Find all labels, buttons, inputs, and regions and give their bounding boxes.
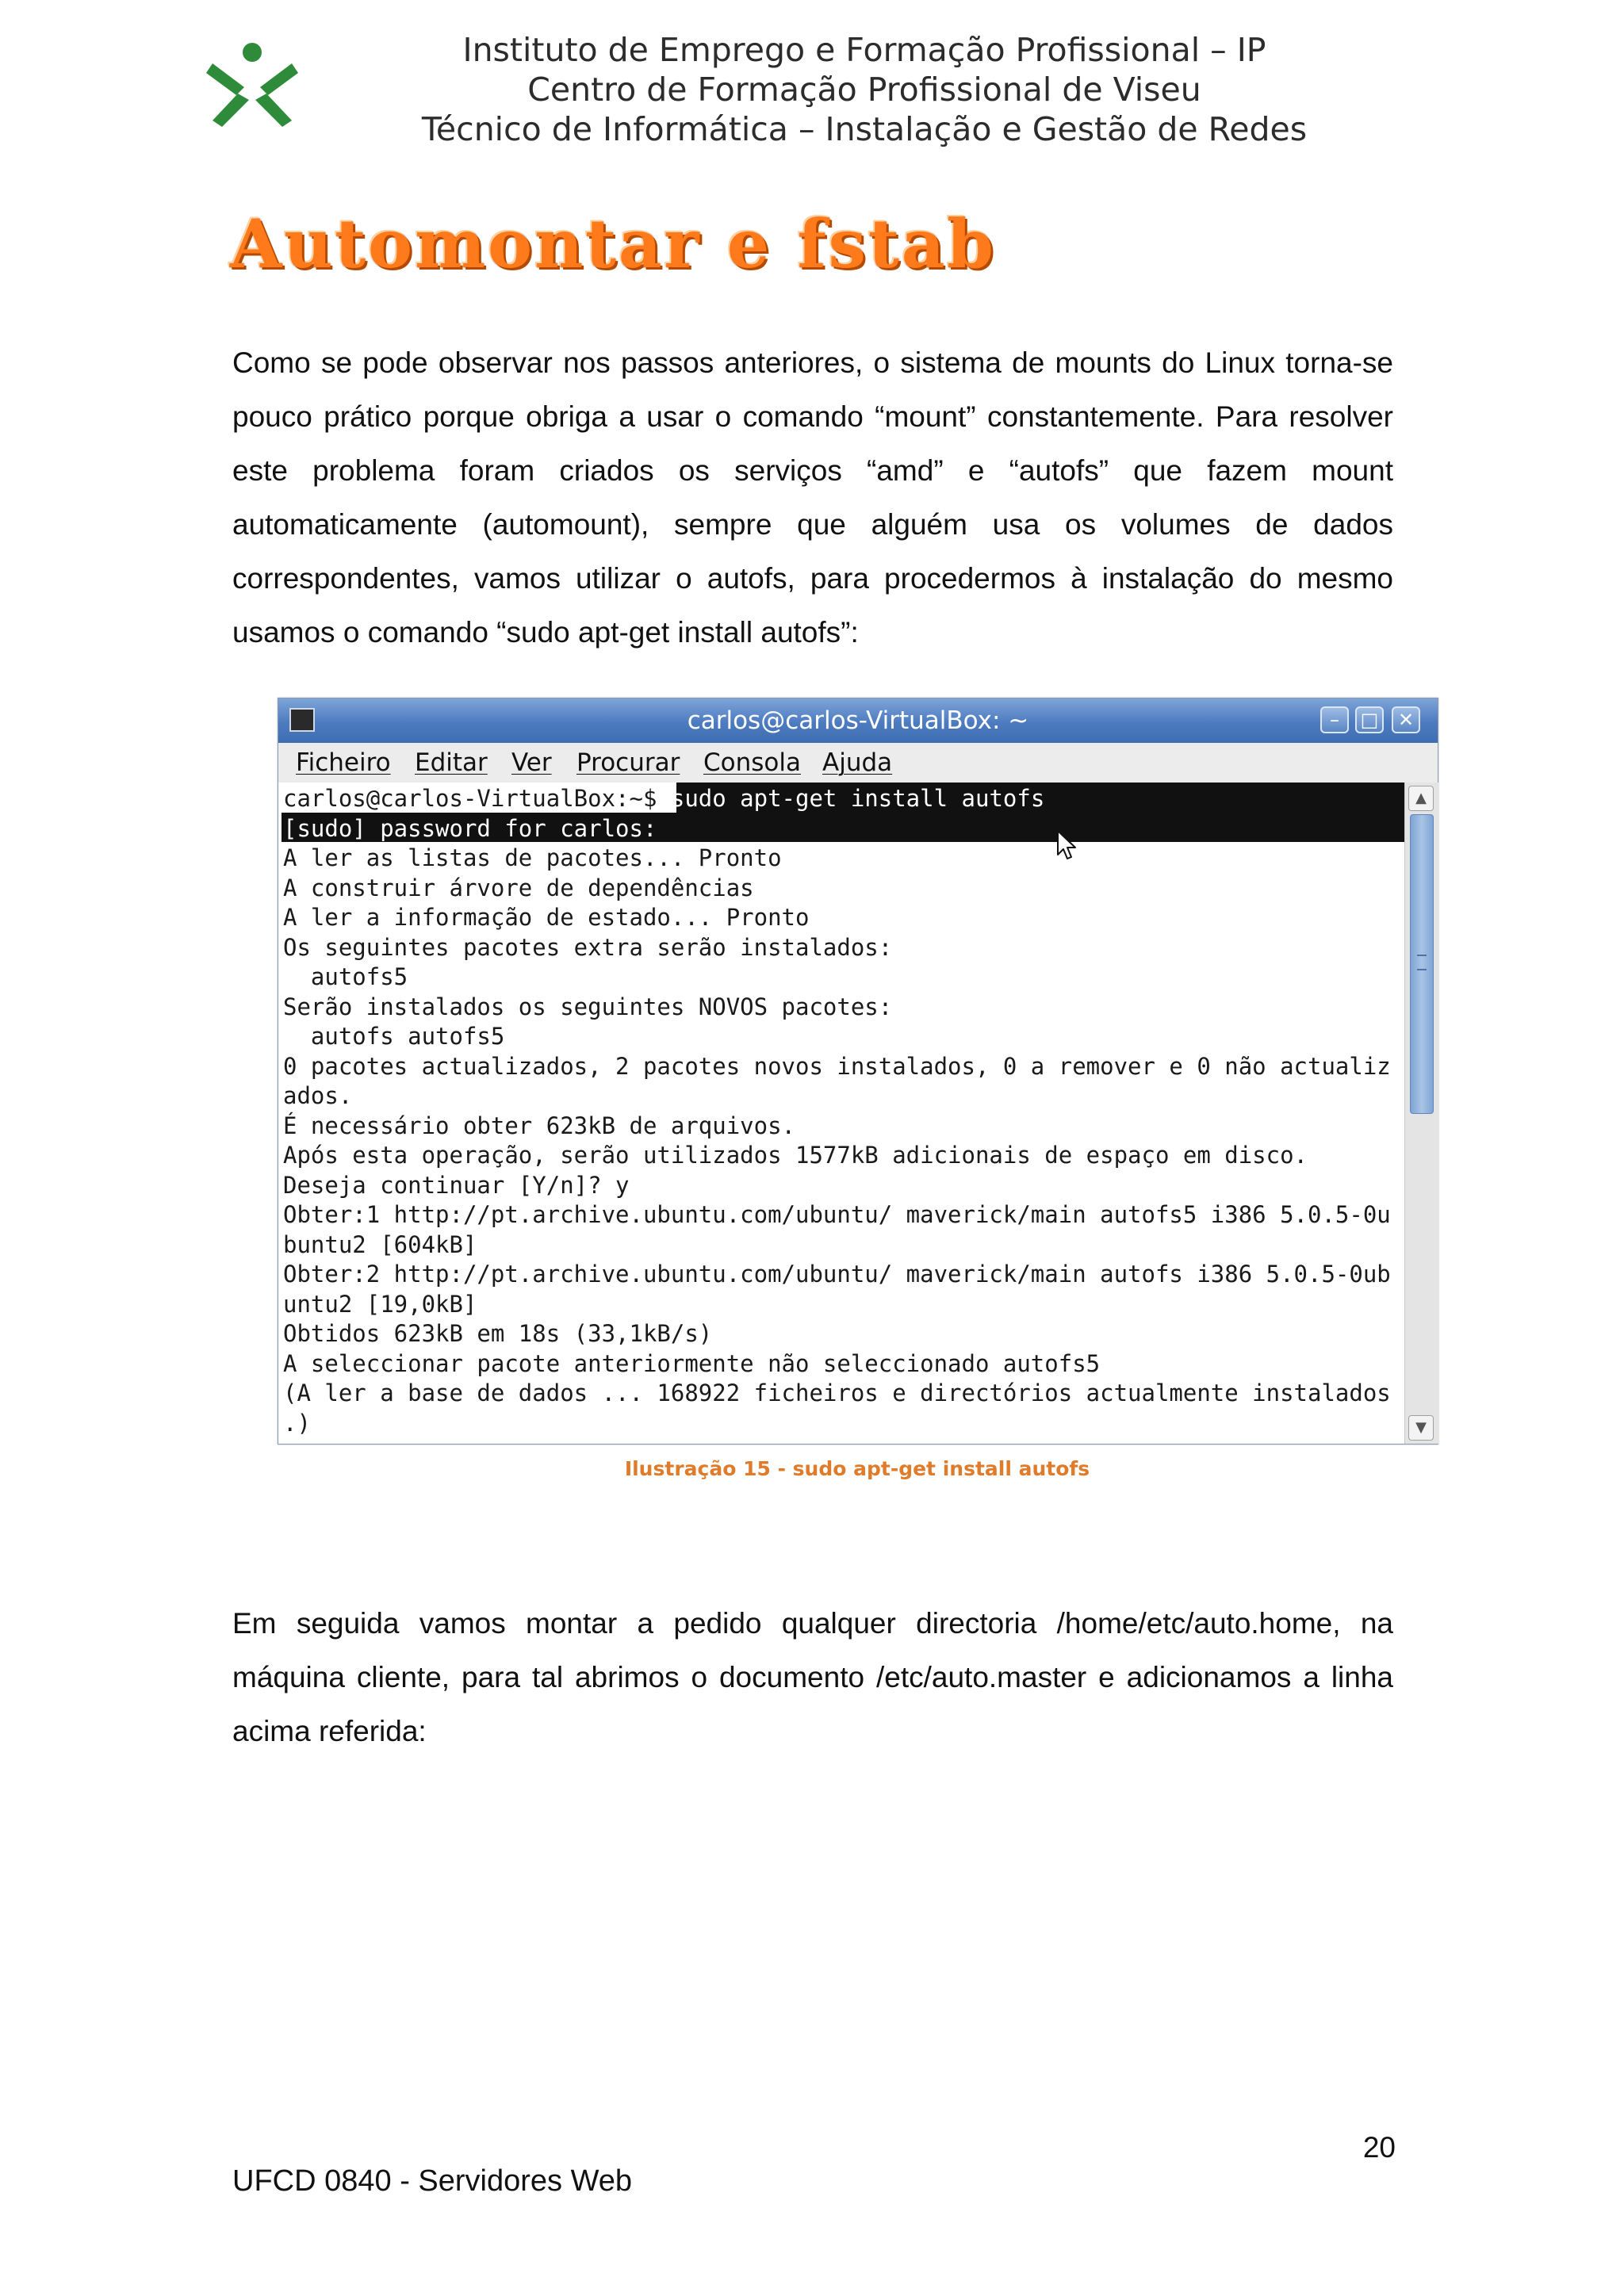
terminal-titlebar [278, 698, 1438, 743]
terminal-line: Deseja continuar [Y/n]? y [283, 1171, 630, 1199]
terminal-line: É necessário obter 623kB de arquivos. [283, 1112, 796, 1139]
terminal-line: autofs5 [310, 963, 408, 990]
terminal-line: A construir árvore de dependências [283, 874, 754, 901]
scroll-thumb [1410, 814, 1434, 1114]
page-number: 20 [1362, 2131, 1396, 2164]
terminal-output [283, 784, 1391, 1438]
terminal-line: buntu2 [604kB] [283, 1230, 477, 1258]
menu-ver: Ver [511, 748, 552, 777]
terminal-console [278, 783, 1404, 1444]
terminal-title: carlos@carlos-VirtualBox: ~ [687, 706, 1029, 735]
terminal-command: sudo apt-get install autofs [670, 785, 1045, 812]
header-center: Centro de Formação Profissional de Viseu [527, 71, 1201, 109]
terminal-line: Os seguintes pacotes extra serão instalados: [283, 933, 893, 961]
followup-paragraph: Em seguida vamos montar a pedido qualquer directoria /home/etc/auto.home, na máquina cliente, para tal abrimos o documento /etc/auto.master e adicionamos a linha acima referida: [232, 1607, 1393, 1747]
maximize-icon: □ [1355, 706, 1384, 733]
menu-consola: Consola [703, 748, 801, 777]
scroll-grip-icon [1417, 955, 1427, 970]
menu-procurar: Procurar [576, 748, 680, 777]
menu-ajuda: Ajuda [822, 748, 893, 777]
terminal-line: Serão instalados os seguintes NOVOS pacotes: [283, 993, 893, 1020]
terminal-lines [283, 844, 1391, 1437]
terminal-line: A seleccionar pacote anteriormente não seleccionado autofs5 [283, 1349, 1101, 1377]
terminal-line: Após esta operação, serão utilizados 1577kB adicionais de espaço em disco. [283, 1142, 1308, 1169]
terminal-line: (A ler a base de dados ... 168922 ficheiros e directórios actualmente instalados [283, 1380, 1391, 1406]
mouse-cursor-icon [1056, 829, 1077, 861]
close-icon: ✕ [1392, 706, 1420, 733]
terminal-prompt: carlos@carlos-VirtualBox:~$ [283, 785, 671, 812]
menu-editar: Editar [415, 748, 488, 777]
terminal-line: untu2 [19,0kB] [283, 1290, 477, 1318]
header-institute: Instituto de Emprego e Formação Profissional – IP [462, 31, 1266, 69]
terminal-line: 0 pacotes actualizados, 2 pacotes novos instalados, 0 a remover e 0 não actualiz [283, 1052, 1391, 1080]
minimize-icon: – [1320, 706, 1349, 733]
document-header [373, 30, 1356, 149]
institute-logo [205, 41, 300, 128]
terminal-line: Obter:1 http://pt.archive.ubuntu.com/ubuntu/ maverick/main autofs5 i386 5.0.5-0u [283, 1201, 1391, 1228]
scroll-up-icon: ▲ [1408, 786, 1434, 811]
scroll-down-icon: ▼ [1408, 1415, 1434, 1441]
terminal-menubar [278, 743, 1438, 783]
menu-ficheiro: Ficheiro [296, 748, 391, 777]
terminal-line: .) [283, 1409, 311, 1437]
figure-caption: Ilustração 15 - sudo apt-get install autofs [624, 1457, 1090, 1480]
header-course: Técnico de Informática – Instalação e Gestão de Redes [421, 110, 1308, 148]
terminal-password-line: [sudo] password for carlos: [283, 814, 657, 842]
terminal-scrollbar [1404, 783, 1438, 1444]
terminal-line: A ler a informação de estado... Pronto [283, 904, 810, 931]
terminal-line: Obter:2 http://pt.archive.ubuntu.com/ubuntu/ maverick/main autofs i386 5.0.5-0ub [283, 1261, 1391, 1288]
intro-paragraph: Como se pode observar nos passos anteriores, o sistema de mounts do Linux torna-se pouco prático porque obriga a usar o comando “mount” constantemente. Para resolver este problema foram criados os serviços “amd” e “autofs” que fazem mount automaticamente (automount), sempre que alguém usa os volumes de dados correspondentes, vamos utilizar o autofs, para procedermos à instalação do mesmo usamos o comando “sudo apt-get install autofs”: [232, 346, 1393, 649]
terminal-line: Obtidos 623kB em 18s (33,1kB/s) [283, 1320, 713, 1347]
footer-course: UFCD 0840 - Servidores Web [232, 2164, 633, 2198]
terminal-line: A ler as listas de pacotes... Pronto [283, 844, 782, 871]
terminal-screenshot [278, 698, 1438, 1445]
terminal-line: autofs autofs5 [310, 1023, 505, 1050]
section-title: Automontar e fstab [230, 205, 996, 283]
terminal-line: ados. [283, 1082, 353, 1109]
